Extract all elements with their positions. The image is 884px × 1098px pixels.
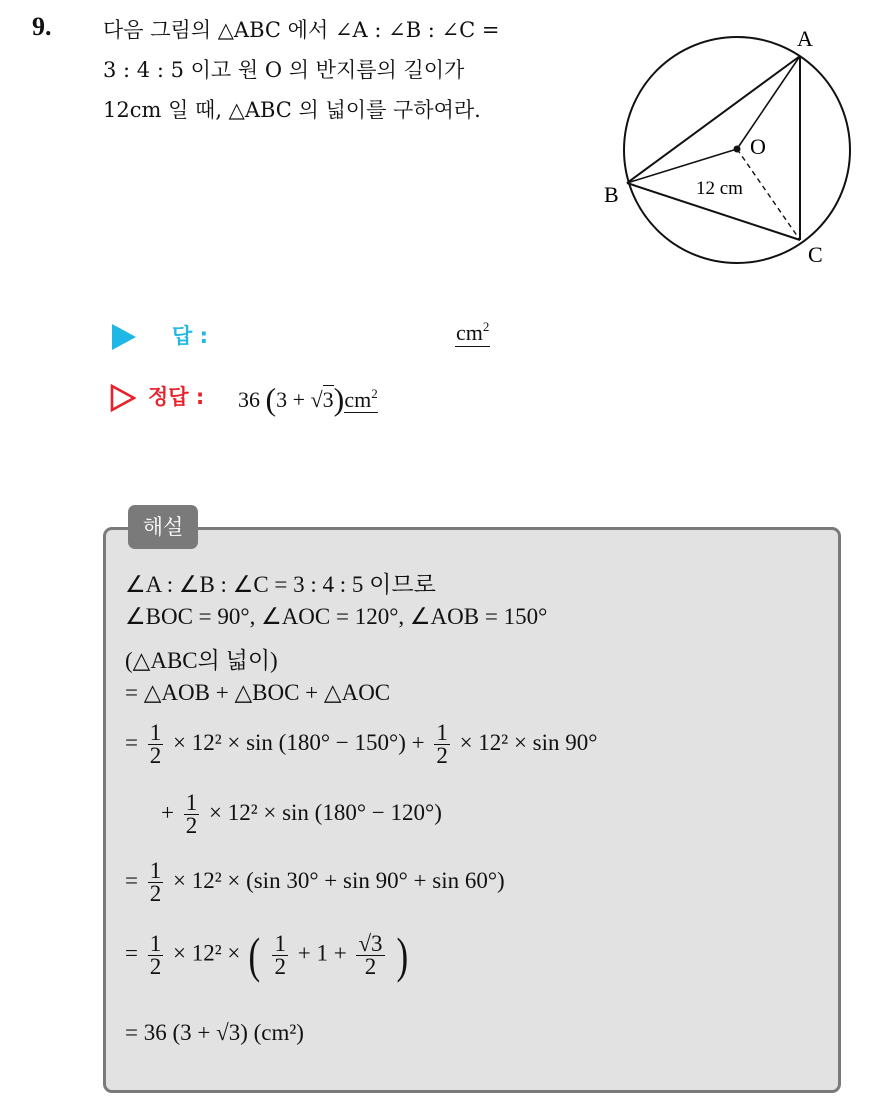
answer-unit-exponent: 2	[482, 319, 490, 334]
big-paren-close: )	[396, 927, 409, 983]
correct-unit-exp: 2	[371, 386, 378, 401]
radius-oc-dashed	[737, 149, 800, 240]
answer-label: 답 :	[172, 324, 208, 348]
correct-answer-row	[110, 378, 610, 418]
correct-inner: 3 +	[276, 387, 311, 412]
circle-triangle-figure	[598, 20, 868, 280]
solution-line-6	[161, 792, 442, 837]
big-paren-open: (	[248, 927, 261, 983]
question-text	[103, 10, 603, 130]
question-line-3: 12cm 일 때, △ABC 의 넓이를 구하여라.	[103, 98, 481, 122]
eq-sign: =	[125, 867, 138, 893]
question-number: 9.	[32, 12, 52, 41]
correct-value	[238, 378, 378, 415]
question-line-1: 다음 그림의 △ABC 에서 ∠A : ∠B : ∠C =	[103, 18, 500, 42]
term-150: × 12² × sin (180° − 150°) +	[172, 729, 425, 755]
label-o: O	[750, 134, 766, 159]
answer-unit: cm	[456, 320, 483, 345]
solution-line-1: ∠A : ∠B : ∠C = 3 : 4 : 5 이므로	[125, 572, 436, 597]
solution-line-7	[125, 860, 505, 905]
fraction-half	[184, 792, 200, 837]
correct-label: 정답 :	[148, 385, 205, 409]
solution-line-5	[125, 722, 597, 767]
line8-mid: + 1 +	[297, 940, 347, 966]
solution-line-8	[125, 926, 411, 984]
label-b: B	[604, 182, 619, 207]
fraction-half	[148, 722, 164, 767]
frac-num: 1	[149, 720, 162, 745]
eq-sign: =	[125, 729, 138, 755]
correct-prefix: 36	[238, 387, 260, 412]
frac-num: 1	[274, 930, 286, 956]
paren-open: (	[265, 381, 277, 417]
sqrt-symbol: √	[310, 387, 323, 412]
line7-rest: × 12² × (sin 30° + sin 90° + sin 60°)	[172, 867, 505, 893]
answer-blank[interactable]	[455, 320, 490, 347]
term-120: × 12² × sin (180° − 120°)	[208, 799, 442, 825]
frac-den: 2	[149, 953, 162, 979]
frac-den: 2	[149, 881, 162, 906]
frac-den: 2	[436, 743, 448, 768]
question-line-2: 3 : 4 : 5 이고 원 O 의 반지름의 길이가	[103, 58, 465, 82]
frac-num: 1	[436, 720, 448, 745]
line8-times: × 12² ×	[172, 940, 241, 966]
frac-den: 2	[364, 953, 377, 979]
segment-oa	[737, 56, 800, 149]
play-triangle-icon	[112, 324, 136, 350]
sqrt-value: 3	[322, 387, 334, 412]
frac-den: 2	[274, 953, 286, 979]
plus-sign: +	[161, 799, 174, 825]
frac-num: 1	[185, 790, 198, 815]
label-a: A	[797, 26, 813, 51]
correct-unit-base: cm	[344, 387, 372, 412]
eq-sign: =	[125, 940, 138, 966]
answer-row	[110, 320, 530, 354]
solution-line-2: ∠BOC = 90°, ∠AOC = 120°, ∠AOB = 150°	[125, 604, 548, 629]
solution-tab: 해설	[128, 505, 198, 549]
paren-close: )	[333, 381, 345, 417]
frac-den: 2	[149, 743, 162, 768]
center-point	[734, 146, 741, 153]
solution-line-9: = 36 (3 + √3) (cm²)	[125, 1020, 304, 1045]
fraction-half	[148, 930, 164, 979]
solution-line-4: = △AOB + △BOC + △AOC	[125, 680, 391, 705]
fraction-half	[148, 860, 164, 905]
label-radius: 12 cm	[696, 178, 743, 199]
term-90: × 12² × sin 90°	[459, 729, 598, 755]
label-c: C	[808, 242, 823, 267]
solution-line-3: (△ABC의 넓이)	[125, 648, 278, 673]
frac-num: 1	[149, 858, 162, 883]
frac-num-sqrt3: √3	[358, 930, 383, 956]
fraction-half	[272, 930, 288, 979]
frac-num: 1	[149, 930, 162, 956]
correct-unit	[344, 387, 377, 413]
frac-den: 2	[185, 813, 198, 838]
fraction-sqrt3-half	[356, 930, 384, 979]
outline-triangle-icon	[110, 384, 136, 412]
fraction-half	[434, 722, 450, 767]
